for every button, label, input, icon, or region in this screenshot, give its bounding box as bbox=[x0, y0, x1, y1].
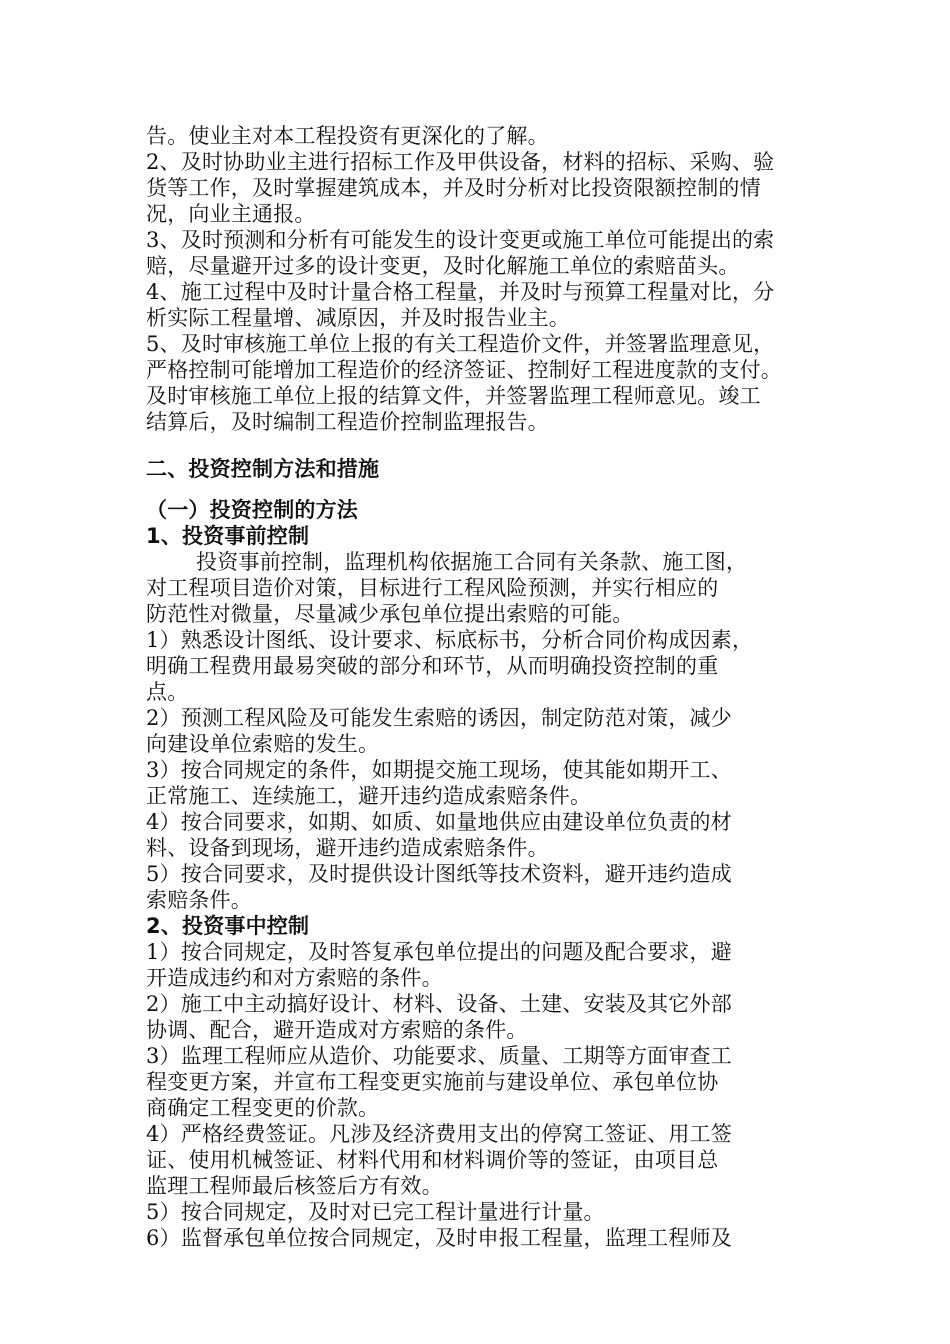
text-line: 正常施工、连续施工，避开违约造成索赔条件。 bbox=[146, 784, 592, 808]
text-line: 证、使用机械签证、材料代用和材料调价等的签证，由项目总 bbox=[146, 1148, 719, 1172]
text-line: 结算后，及时编制工程造价控制监理报告。 bbox=[146, 410, 549, 434]
text-line: 2）预测工程风险及可能发生索赔的诱因，制定防范对策，减少 bbox=[146, 706, 732, 730]
item-heading: 2、投资事中控制 bbox=[146, 914, 310, 938]
text-line: 对工程项目造价对策，目标进行工程风险预测，并实行相应的 bbox=[146, 576, 719, 600]
text-line: 赔，尽量避开过多的设计变更，及时化解施工单位的索赔苗头。 bbox=[146, 254, 740, 278]
text-line: 5、及时审核施工单位上报的有关工程造价文件，并签署监理意见， bbox=[146, 332, 775, 356]
text-line: 4）严格经费签证。凡涉及经济费用支出的停窝工签证、用工签 bbox=[146, 1122, 732, 1146]
text-line: 索赔条件。 bbox=[146, 888, 252, 912]
text-line: 开造成违约和对方索赔的条件。 bbox=[146, 966, 443, 990]
item-heading: 1、投资事前控制 bbox=[146, 524, 310, 548]
text-line: 防范性对微量，尽量减少承包单位提出索赔的可能。 bbox=[146, 602, 634, 626]
text-line: 明确工程费用最易突破的部分和环节，从而明确投资控制的重 bbox=[146, 654, 719, 678]
text-line: 4、施工过程中及时计量合格工程量，并及时与预算工程量对比，分 bbox=[146, 280, 775, 304]
text-line: 况，向业主通报。 bbox=[146, 202, 316, 226]
text-line: 商确定工程变更的价款。 bbox=[146, 1096, 380, 1120]
section-heading: 二、投资控制方法和措施 bbox=[146, 457, 380, 481]
text-line: 4）按合同要求，如期、如质、如量地供应由建设单位负责的材 bbox=[146, 810, 732, 834]
text-line: 协调、配合，避开造成对方索赔的条件。 bbox=[146, 1018, 528, 1042]
text-line: 向建设单位索赔的发生。 bbox=[146, 732, 380, 756]
text-line: 告。使业主对本工程投资有更深化的了解。 bbox=[146, 124, 549, 148]
text-line: 析实际工程量增、减原因，并及时报告业主。 bbox=[146, 306, 570, 330]
text-line: 监理工程师最后核签后方有效。 bbox=[146, 1174, 443, 1198]
text-line: 投资事前控制，监理机构依据施工合同有关条款、施工图， bbox=[196, 550, 748, 574]
text-line: 及时审核施工单位上报的结算文件，并签署监理工程师意见。竣工 bbox=[146, 384, 761, 408]
text-line: 3）按合同规定的条件，如期提交施工现场，使其能如期开工、 bbox=[146, 758, 732, 782]
text-line: 3）监理工程师应从造价、功能要求、质量、工期等方面审查工 bbox=[146, 1044, 732, 1068]
text-line: 2、及时协助业主进行招标工作及甲供设备，材料的招标、采购、验 bbox=[146, 150, 775, 174]
text-line: 6）监督承包单位按合同规定，及时申报工程量，监理工程师及 bbox=[146, 1226, 732, 1250]
text-line: 程变更方案，并宣布工程变更实施前与建设单位、承包单位协 bbox=[146, 1070, 719, 1094]
text-line: 3、及时预测和分析有可能发生的设计变更或施工单位可能提出的索 bbox=[146, 228, 775, 252]
text-line: 1）熟悉设计图纸、设计要求、标底标书，分析合同价构成因素， bbox=[146, 628, 754, 652]
text-line: 货等工作，及时掌握建筑成本，并及时分析对比投资限额控制的情 bbox=[146, 176, 761, 200]
text-line: 1）按合同规定，及时答复承包单位提出的问题及配合要求，避 bbox=[146, 940, 732, 964]
text-line: 2）施工中主动搞好设计、材料、设备、土建、安装及其它外部 bbox=[146, 992, 732, 1016]
text-line: 5）按合同要求，及时提供设计图纸等技术资料，避开违约造成 bbox=[146, 862, 732, 886]
text-line: 点。 bbox=[146, 680, 189, 704]
subsection-heading: （一）投资控制的方法 bbox=[146, 498, 358, 522]
text-line: 5）按合同规定，及时对已完工程计量进行计量。 bbox=[146, 1200, 605, 1224]
text-line: 严格控制可能增加工程造价的经济签证、控制好工程进度款的支付。 bbox=[146, 358, 782, 382]
text-line: 料、设备到现场，避开违约造成索赔条件。 bbox=[146, 836, 549, 860]
